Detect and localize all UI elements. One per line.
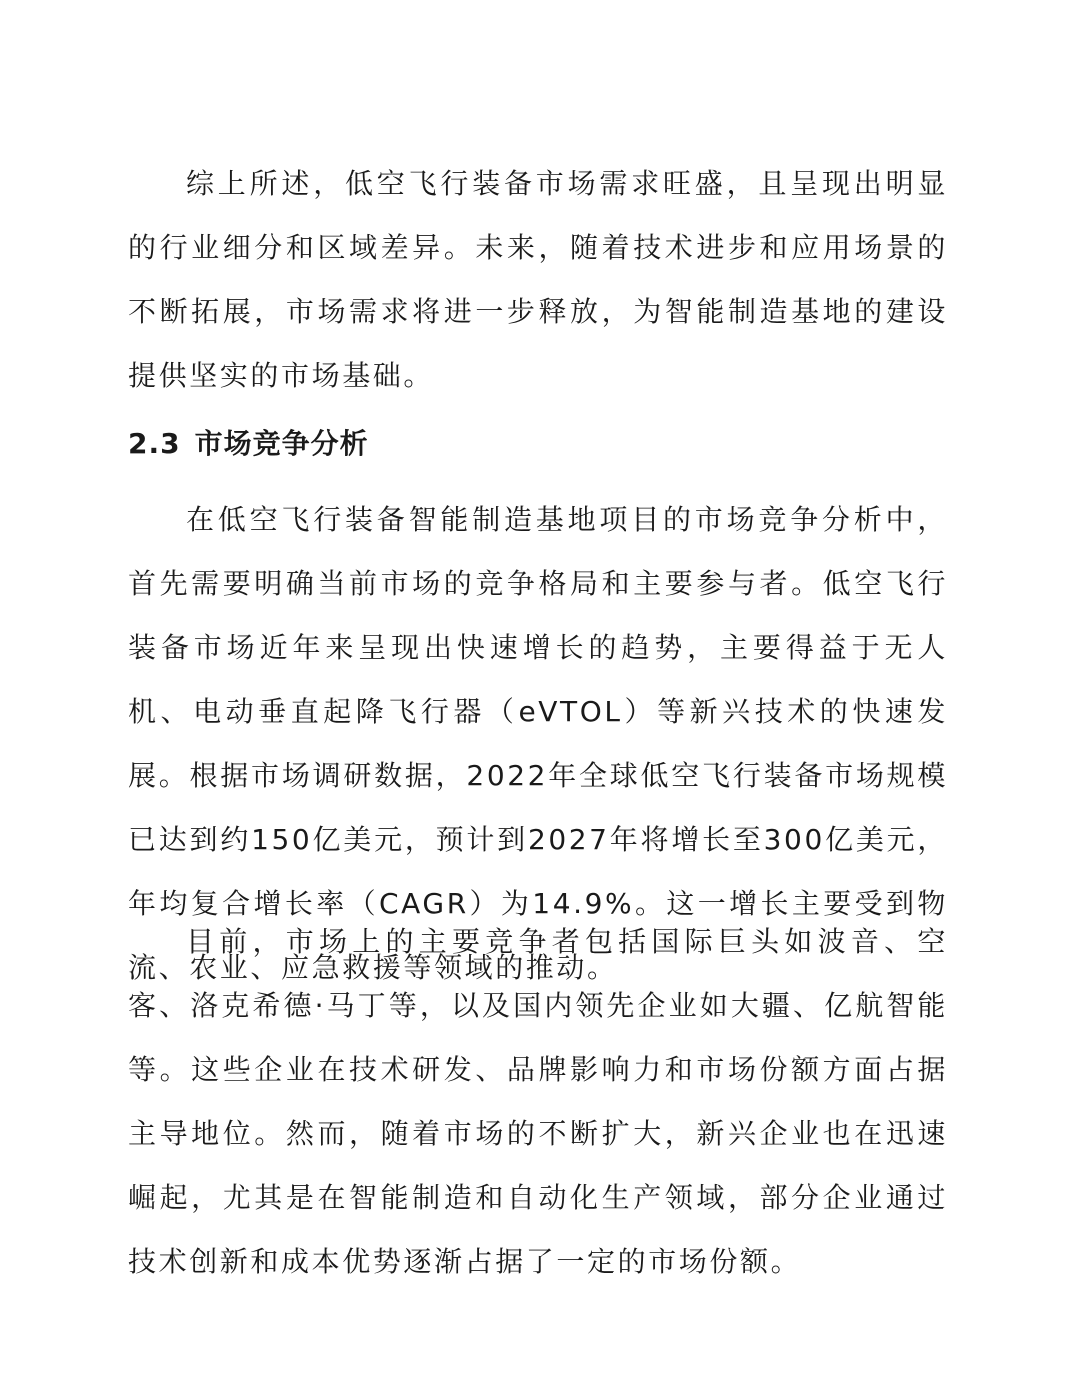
market-growth-paragraph: 在低空飞行装备智能制造基地项目的市场竞争分析中，首先需要明确当前市场的竞争格局和主要参与者。低空飞行装备市场近年来呈现出快速增长的趋势，主要得益于无人机、电动垂直起降飞行器（eVTOL）等新兴技术的快速发展。根据市场调研数据，2022年全球低空飞行装备市场规模已达到约150亿美元，预计到2027年将增长至300亿美元，年均复合增长率（CAGR）为14.9%。这一增长主要受到物流、农业、应急救援等领域的推动。	[128, 503, 948, 984]
competitors-paragraph: 目前，市场上的主要竞争者包括国际巨头如波音、空客、洛克希德·马丁等，以及国内领先企业如大疆、亿航智能等。这些企业在技术研发、品牌影响力和市场份额方面占据主导地位。然而，随着市场的不断扩大，新兴企业也在迅速崛起，尤其是在智能制造和自动化生产领域，部分企业通过技术创新和成本优势逐渐占据了一定的市场份额。	[128, 925, 948, 1278]
section-heading	[128, 420, 369, 468]
summary-paragraph: 综上所述，低空飞行装备市场需求旺盛，且呈现出明显的行业细分和区域差异。未来，随着技术进步和应用场景的不断拓展，市场需求将进一步释放，为智能制造基地的建设提供坚实的市场基础。	[128, 167, 948, 392]
section-number: 2.3	[128, 427, 181, 460]
section-title: 市场竞争分析	[194, 427, 369, 460]
